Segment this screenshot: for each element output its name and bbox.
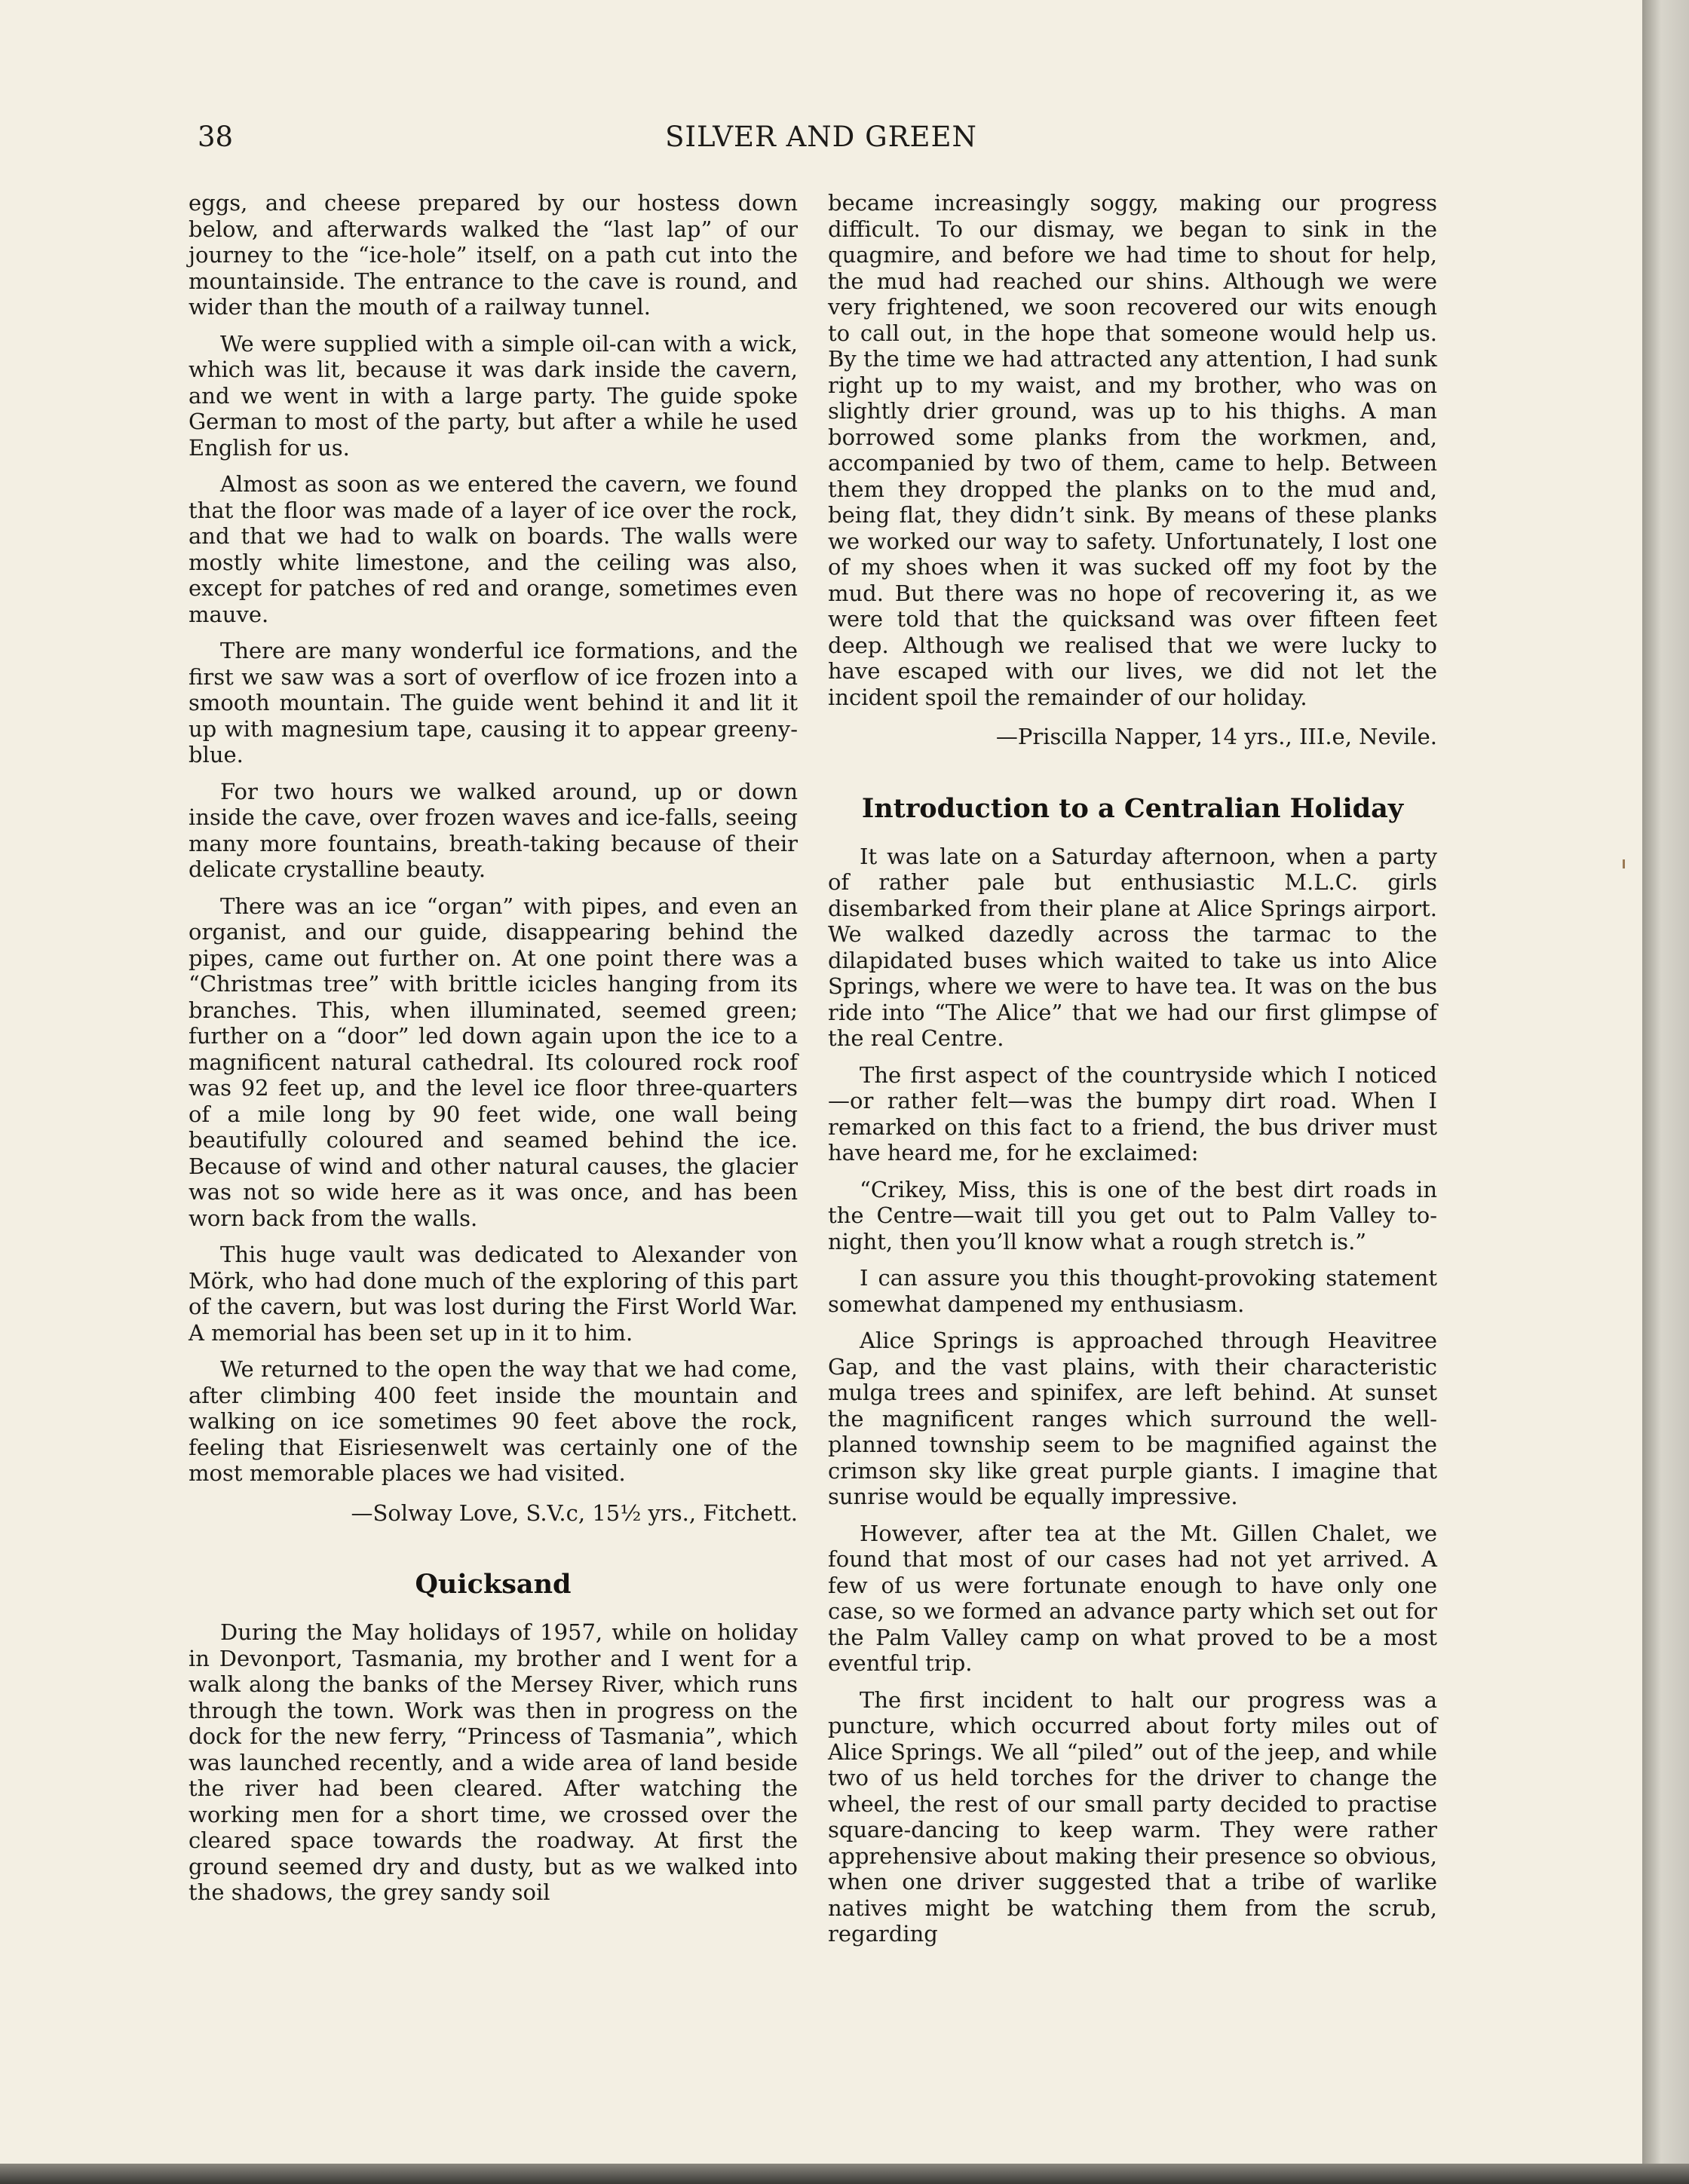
paragraph: This huge vault was dedicated to Alexander von Mörk, who had done much of the exploring of this part of the cavern, but was lost during the First World War. A memorial has been set up in it to him. [189,1242,798,1346]
paragraph: We were supplied with a simple oil-can with a wick, which was lit, because it was dark inside the cavern, and we went in with a large party. The guide spoke German to most of the party, but after a while he used English for us. [189,330,798,461]
paragraph: However, after tea at the Mt. Gillen Chalet, we found that most of our cases had not yet arrived. A few of us were fortunate enough to have only one case, so we formed an advance party which set out for the Palm Valley camp on what proved to be a most eventful trip. [828,1520,1437,1676]
author-signature: —Solway Love, S.V.c, 15½ yrs., Fitchett. [351,1499,798,1526]
paragraph: eggs, and cheese prepared by our hostess down below, and afterwards walked the “last lap” of our journey to the “ice-hole” itself, on a path cut into the mountainside. The entrance to the cave is round, and wider than the mouth of a railway tunnel. [189,190,798,320]
paragraph: became increasingly soggy, making our progress difficult. To our dismay, we began to sink in the quagmire, and before we had time to shout for help, the mud had reached our shins. Although we were very frightened, we soon recovered our wits enough to call out, in the hope that someone would help us. By the time we had attracted any attention, I had sunk right up to my waist, and my brother, who was on slightly drier ground, was up to his thighs. A man borrowed some planks from the workmen, and, accompanied by two of them, came to help. Between them they dropped the planks on to the mud and, being flat, they didn’t sink. By means of these planks we worked our way to safety. Unfortunately, I lost one of my shoes when it was sucked off my foot by the mud. But there was no hope of recovering it, as we were told that the quicksand was over fifteen feet deep. Although we realised that we were lucky to have escaped with our lives, we did not let the incident spoil the remainder of our holiday. [828,190,1437,710]
paragraph: I can assure you this thought-provoking statement somewhat dampened my enthusiasm. [828,1265,1437,1317]
page-header [0,121,1642,166]
author-signature: —Priscilla Napper, 14 yrs., III.e, Nevile. [995,724,1437,749]
running-head: SILVER AND GREEN [665,121,977,153]
paragraph: During the May holidays of 1957, while on holiday in Devonport, Tasmania, my brother and I went for a walk along the banks of the Mersey River, which runs through the town. Work was then in progress on the dock for the new ferry, “Princess of Tasmania”, which was launched recently, and a wide area of land beside the river had been cleared. After watching the working men for a short time, we crossed over the cleared space towards the roadway. At first the ground seemed dry and dusty, but as we walked into the shadows, the grey sandy soil [189,1619,798,1905]
right-column [828,190,1437,1958]
paragraph: For two hours we walked around, up or down inside the cave, over frozen waves and ice-falls, seeing many more fountains, breath-taking because of their delicate crystalline beauty. [189,778,798,882]
paragraph: The first incident to halt our progress was a puncture, which occurred about forty miles out of Alice Springs. We all “piled” out of the jeep, and while two of us held torches for the driver to change the wheel, the rest of our small party decided to practise square-dancing to keep warm. They were rather apprehensive about making their presence so obvious, when one driver suggested that a tribe of warlike natives might be watching them from the scrub, regarding [828,1686,1437,1947]
paragraph: It was late on a Saturday afternoon, when a party of rather pale but enthusiastic M.L.C. girls disembarked from their plane at Alice Springs airport. We walked dazedly across the tarmac to the dilapidated buses which waited to take us into Alice Springs, where we were to have tea. It was on the bus ride into “The Alice” that we had our first glimpse of the real Centre. [828,843,1437,1051]
page-number: 38 [198,121,234,153]
paper-blemish [1623,859,1625,868]
page-bottom-edge [0,2164,1689,2184]
paragraph: Alice Springs is approached through Heavitree Gap, and the vast plains, with their characteristic mulga trees and spinifex, are left behind. At sunset the magnificent ranges which surround the well-planned township seem to be magnified against the crimson sky like great purple giants. I imagine that sunrise would be equally impressive. [828,1328,1437,1509]
paragraph: There was an ice “organ” with pipes, and even an organist, and our guide, disappearing behind the pipes, came out further on. At one point there was a “Christmas tree” with brittle icicles hanging from its branches. This, when illuminated, seemed green; further on a “door” led down again upon the ice to a magnificent natural cathedral. Its coloured rock roof was 92 feet up, and the level ice floor three-quarters of a mile long by 90 feet wide, one wall being beautifully coloured and seamed behind the ice. Because of wind and other natural causes, the glacier was not so wide here as it was once, and has been worn back from the walls. [189,893,798,1231]
article-title-centralian-holiday: Introduction to a Centralian Holiday [861,792,1404,824]
paragraph: Almost as soon as we entered the cavern, we found that the floor was made of a layer of ice over the rock, and that we had to walk on boards. The walls were mostly white limestone, and the ceiling was also, except for patches of red and orange, sometimes even mauve. [189,471,798,627]
article-title-quicksand: Quicksand [415,1569,572,1600]
page-spine [1642,0,1689,2184]
paragraph: There are many wonderful ice formations, and the first we saw was a sort of overflow of ice frozen into a smooth mountain. The guide went behind it and lit it up with magnesium tape, causing it to appear greeny-blue. [189,638,798,767]
paragraph: The first aspect of the countryside which I noticed—or rather felt—was the bumpy dirt road. When I remarked on this fact to a friend, the bus driver must have heard me, for he exclaimed: [828,1061,1437,1166]
paragraph: We returned to the open the way that we had come, after climbing 400 feet inside the mountain and walking on ice sometimes 90 feet above the rock, feeling that Eisriesenwelt was certainly one of the most memorable places we had visited. [189,1356,798,1486]
left-column [189,190,798,1916]
paragraph: “Crikey, Miss, this is one of the best dirt roads in the Centre—wait till you get out to Palm Valley to-night, then you’ll know what a rough stretch is.” [828,1176,1437,1254]
